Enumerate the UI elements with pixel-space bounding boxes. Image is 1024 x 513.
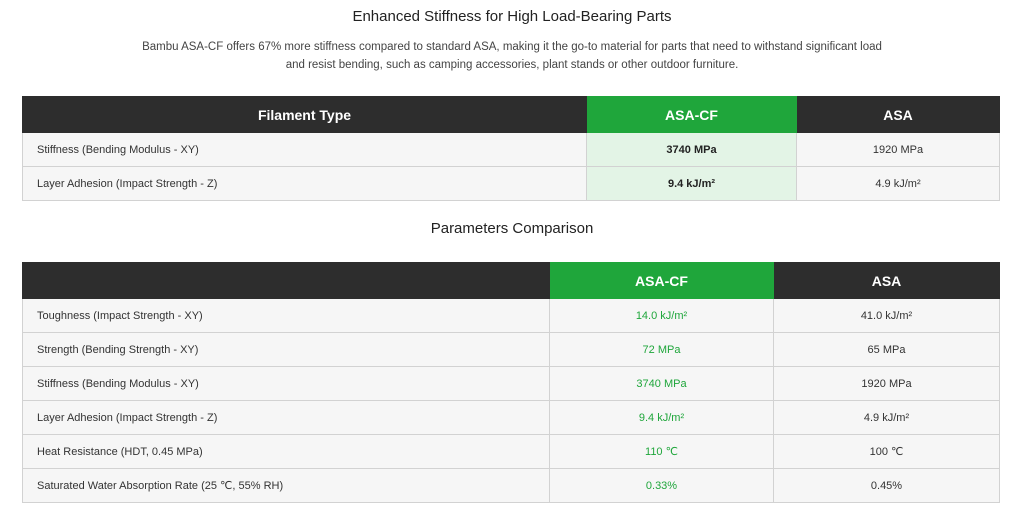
- row-label: Toughness (Impact Strength - XY): [23, 299, 550, 333]
- row-label: Strength (Bending Strength - XY): [23, 333, 550, 367]
- asa-value: 4.9 kJ/m²: [774, 401, 1000, 435]
- table-header-row: [23, 97, 1000, 133]
- header-asa-cf: ASA-CF: [550, 263, 774, 299]
- asa-cf-value: 14.0 kJ/m²: [550, 299, 774, 333]
- table-row: [23, 469, 1000, 503]
- header-asa: ASA: [774, 263, 1000, 299]
- row-label: Stiffness (Bending Modulus - XY): [23, 367, 550, 401]
- row-label: Saturated Water Absorption Rate (25 ℃, 55% RH): [23, 469, 550, 503]
- section-title-parameters: Parameters Comparison: [430, 220, 594, 237]
- asa-cf-value: 3740 MPa: [587, 133, 797, 167]
- table-row: [23, 299, 1000, 333]
- row-label: Heat Resistance (HDT, 0.45 MPa): [23, 435, 550, 469]
- asa-value: 1920 MPa: [797, 133, 1000, 167]
- header-asa-cf: ASA-CF: [587, 97, 797, 133]
- asa-value: 0.45%: [774, 469, 1000, 503]
- asa-value: 41.0 kJ/m²: [774, 299, 1000, 333]
- table-row: [23, 367, 1000, 401]
- section-description: [130, 38, 894, 74]
- asa-cf-value: 9.4 kJ/m²: [550, 401, 774, 435]
- description-line-1: Bambu ASA-CF offers 67% more stiffness compared to standard ASA, making it the go-to material for parts that need to withstand significant load: [142, 41, 882, 53]
- row-label: Layer Adhesion (Impact Strength - Z): [23, 401, 550, 435]
- table-row: [23, 133, 1000, 167]
- asa-cf-value: 0.33%: [550, 469, 774, 503]
- table-row: [23, 435, 1000, 469]
- header-asa: ASA: [797, 97, 1000, 133]
- asa-value: 65 MPa: [774, 333, 1000, 367]
- asa-value: 4.9 kJ/m²: [797, 167, 1000, 201]
- asa-cf-value: 9.4 kJ/m²: [587, 167, 797, 201]
- header-empty: [23, 263, 550, 299]
- parameters-table: [22, 262, 1000, 503]
- asa-value: 1920 MPa: [774, 367, 1000, 401]
- table-header-row: [23, 263, 1000, 299]
- asa-cf-value: 110 ℃: [550, 435, 774, 469]
- table-row: [23, 333, 1000, 367]
- header-filament-type: Filament Type: [23, 97, 587, 133]
- row-label: Stiffness (Bending Modulus - XY): [23, 133, 587, 167]
- table-row: [23, 401, 1000, 435]
- section-title-stiffness: Enhanced Stiffness for High Load-Bearing Parts: [352, 8, 672, 25]
- table-row: [23, 167, 1000, 201]
- description-line-2: and resist bending, such as camping accessories, plant stands or other outdoor furniture.: [285, 59, 739, 71]
- asa-value: 100 ℃: [774, 435, 1000, 469]
- stiffness-table: [22, 96, 1000, 201]
- row-label: Layer Adhesion (Impact Strength - Z): [23, 167, 587, 201]
- asa-cf-value: 3740 MPa: [550, 367, 774, 401]
- asa-cf-value: 72 MPa: [550, 333, 774, 367]
